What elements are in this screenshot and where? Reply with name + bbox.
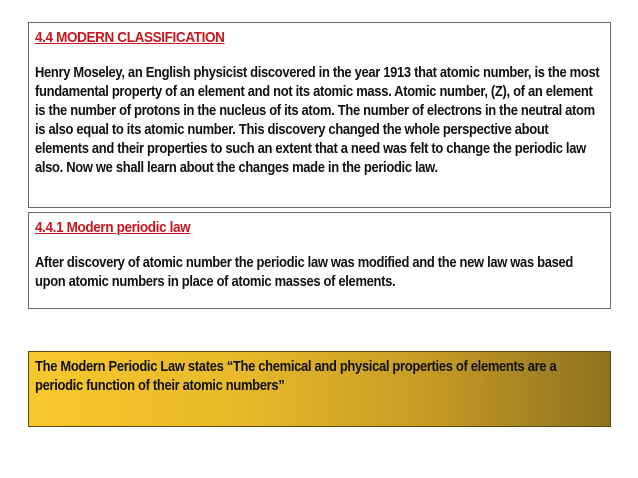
law-statement-box (28, 351, 611, 427)
modern-periodic-law-section (28, 212, 611, 309)
section-heading-modern-periodic-law: 4.4.1 Modern periodic law (35, 219, 191, 236)
modern-classification-paragraph (35, 64, 604, 178)
modern-classification-section (28, 22, 611, 208)
law-statement-paragraph (35, 358, 604, 396)
law-statement-text: The Modern Periodic Law states “The chemical and physical properties of elements are a periodic function of their atomic numbers” (35, 359, 557, 394)
modern-periodic-law-text: After discovery of atomic number the periodic law was modified and the new law was based upon atomic numbers in place of atomic masses of elements. (35, 255, 573, 290)
modern-periodic-law-paragraph (35, 254, 604, 292)
section-heading-modern-classification: 4.4 MODERN CLASSIFICATION (35, 29, 225, 46)
modern-classification-text: Henry Moseley, an English physicist discovered in the year 1913 that atomic number, is the most fundamental property of an element and not its atomic mass. Atomic number, (Z), of an element is the number of protons in the nucleus of its atom. The number of electrons in the neutral atom is also equal to its atomic number. This discovery changed the whole perspective about elements and their properties to such an extent that a need was felt to change the periodic law also. Now we shall learn about the changes made in the periodic law. (35, 65, 600, 176)
